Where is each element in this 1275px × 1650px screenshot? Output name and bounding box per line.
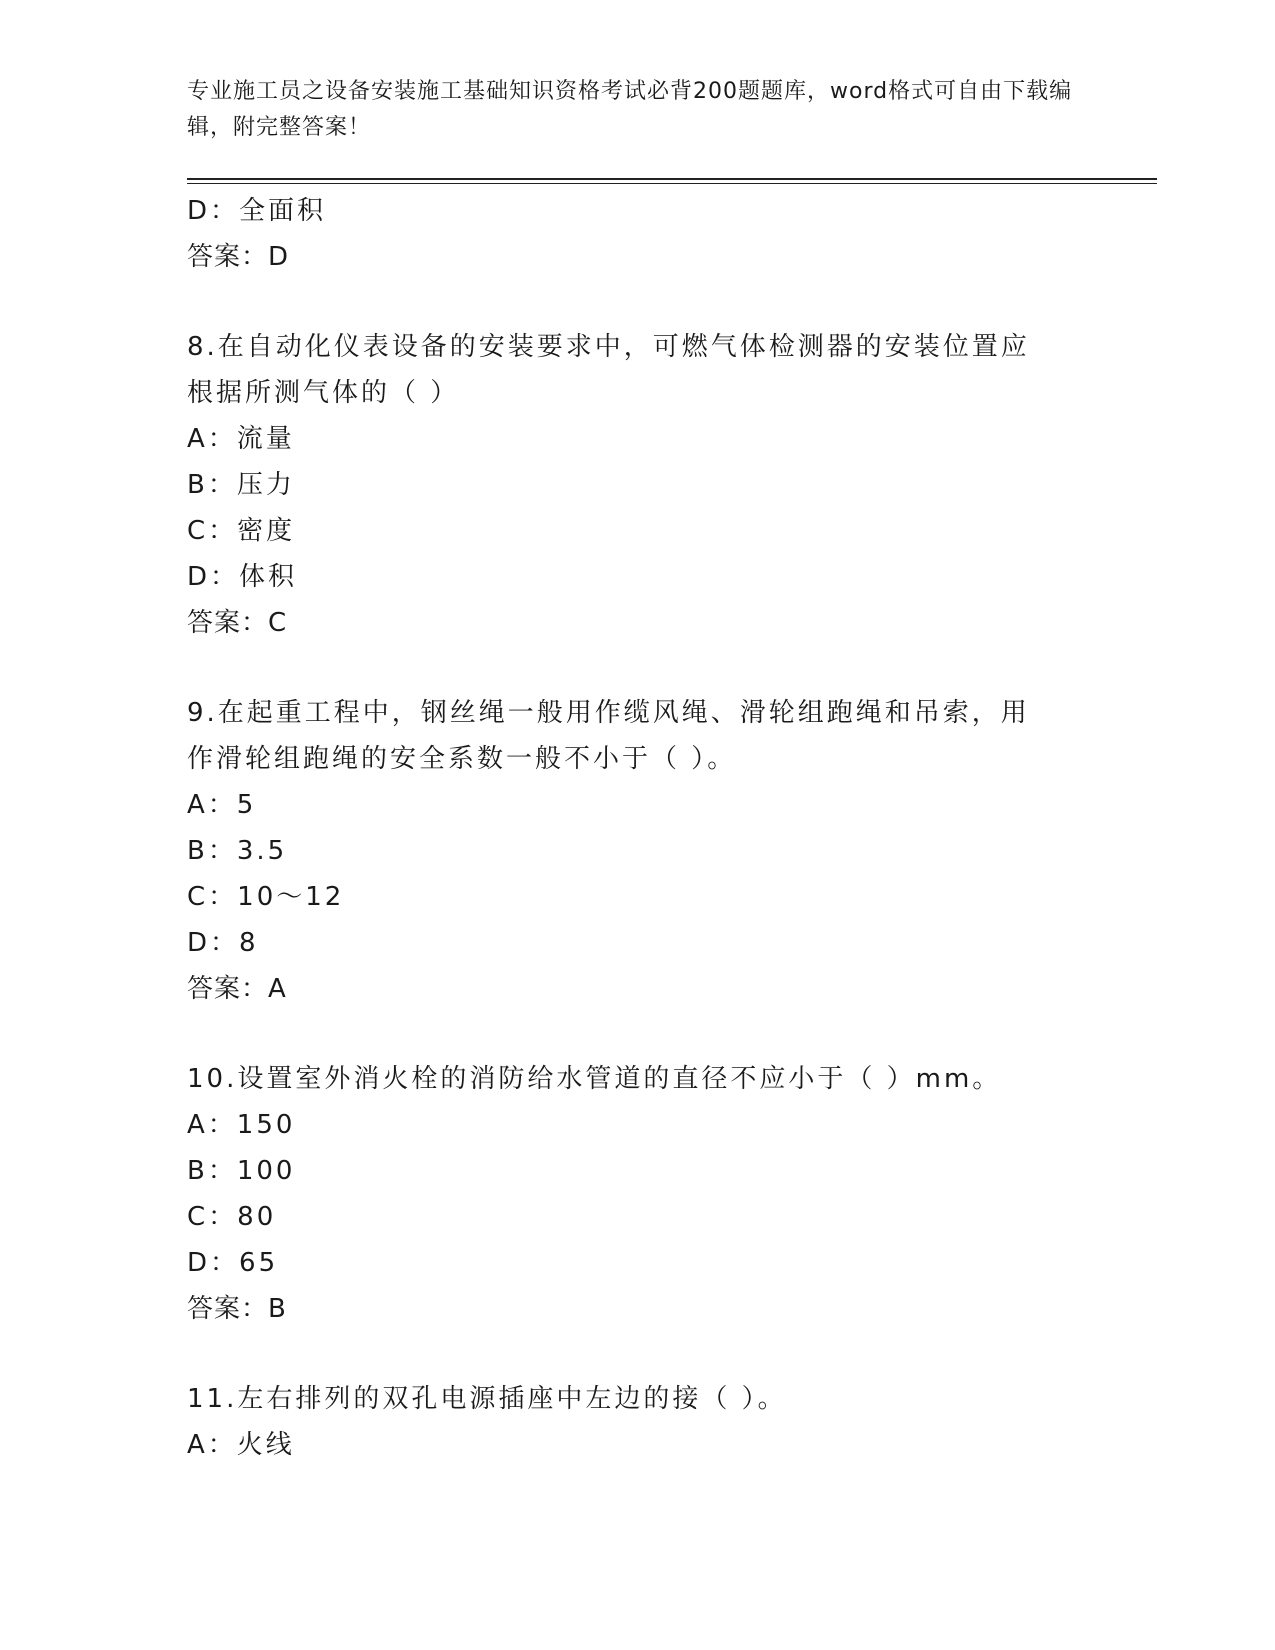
option-a: A：流量 (187, 424, 295, 454)
question-stem-10: 10.设置室外消火栓的消防给水管道的直径不应小于（ ）mm。 (187, 1064, 1002, 1094)
answer-line: 答案：A (187, 974, 287, 1004)
question-stem-11: 11.左右排列的双孔电源插座中左边的接（ ）。 (187, 1384, 787, 1414)
question-list (187, 188, 1087, 1468)
option-b: B：100 (187, 1156, 296, 1186)
header-divider-thin (187, 183, 1157, 184)
option-c: C：密度 (187, 516, 296, 546)
option-d: D：8 (187, 928, 259, 958)
option-c: C：80 (187, 1202, 277, 1232)
answer-line: 答案：D (187, 242, 290, 272)
answer-line: 答案：B (187, 1294, 287, 1324)
question-stem-8: 8.在自动化仪表设备的安装要求中，可燃气体检测器的安装位置应根据所测气体的（ ） (187, 332, 1030, 408)
option-c: C：10～12 (187, 882, 345, 912)
option-b: B：3.5 (187, 836, 288, 866)
option-d: D：体积 (187, 562, 298, 592)
option-a: A：火线 (187, 1430, 295, 1460)
option-d: D：全面积 (187, 196, 327, 226)
question-stem-9: 9.在起重工程中，钢丝绳一般用作缆风绳、滑轮组跑绳和吊索，用作滑轮组跑绳的安全系数一般不小于（ ）。 (187, 698, 1030, 774)
document-header: 专业施工员之设备安装施工基础知识资格考试必背200题题库，word格式可自由下载编辑，附完整答案！ (187, 79, 1073, 140)
header-divider (187, 178, 1157, 180)
answer-line: 答案：C (187, 608, 288, 638)
option-a: A：150 (187, 1110, 296, 1140)
option-b: B：压力 (187, 470, 295, 500)
option-d: D：65 (187, 1248, 279, 1278)
option-a: A：5 (187, 790, 257, 820)
